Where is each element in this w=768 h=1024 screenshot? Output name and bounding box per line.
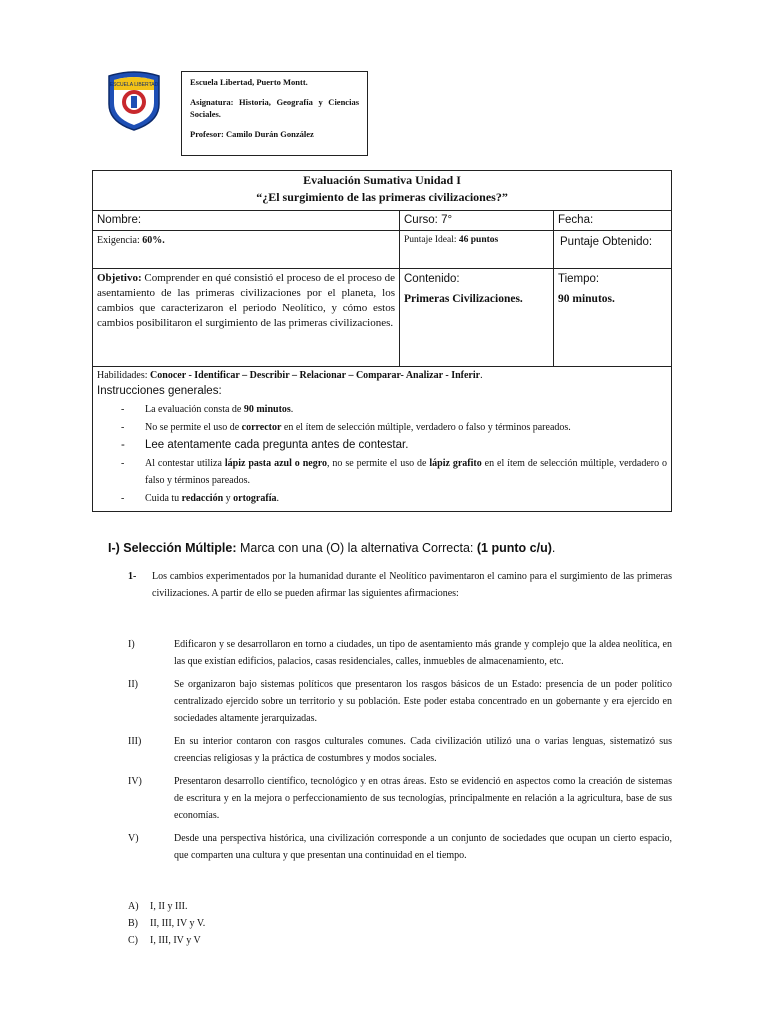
- statement-item: [128, 830, 672, 864]
- teacher-line: Profesor: Camilo Durán González: [190, 129, 314, 139]
- option-text: II, III, IV y V.: [150, 918, 206, 929]
- instruction-text: y: [223, 493, 234, 504]
- instruction-emphasis: corrector: [241, 422, 282, 433]
- statement-item: [128, 636, 672, 670]
- instruction-text: Cuida tu: [145, 493, 182, 504]
- objetivo-cell: [93, 269, 400, 367]
- option-c[interactable]: [128, 932, 205, 949]
- statement-item: [128, 676, 672, 727]
- statement-item: [128, 773, 672, 824]
- instruction-text: en el ítem de selección múltiple, verdadero o falso y términos pareados.: [281, 422, 571, 433]
- curso-field[interactable]: [400, 211, 554, 231]
- section-points: (1 punto c/u): [476, 541, 552, 555]
- instruction-text: Lee atentamente cada pregunta antes de contestar.: [145, 439, 409, 451]
- instrucciones-title: Instrucciones generales:: [97, 385, 222, 397]
- statement-text: Presentaron desarrollo científico, tecnológico y en otras áreas. Esto se evidenció en aspectos como la creación de sistemas de escritura y en la mejora o perfeccionamiento de sus tecnologías, principalmente en relación a la agricultura, base de sus economías.: [174, 776, 672, 821]
- answer-options: [128, 898, 205, 949]
- puntaje-obtenido-label: Puntaje Obtenido:: [560, 236, 653, 248]
- school-crest-logo: [105, 70, 163, 132]
- instruction-text: Al contestar utiliza: [145, 458, 225, 469]
- option-letter: C): [128, 935, 138, 946]
- bullet-dash: -: [121, 458, 125, 469]
- objetivo-label: Objetivo:: [97, 272, 142, 284]
- statement-text: Edificaron y se desarrollaron en torno a ciudades, un tipo de asentamiento más grande y complejo que la aldea neolítica, en las que existían edificios, palacios, casas residenciales, calles, inmuebles de almacenamiento, etc.: [174, 639, 672, 667]
- logo-text: ESCUELA LIBERTAD: [109, 82, 159, 88]
- statement-numeral: IV): [128, 776, 142, 787]
- exigencia-value: 60%.: [142, 235, 165, 246]
- section-title: [108, 541, 555, 555]
- instruction-item: [97, 455, 667, 489]
- question-1: [128, 568, 672, 602]
- exigencia-cell: [93, 231, 400, 269]
- instruction-text: , no se permite el uso de: [326, 458, 430, 469]
- bullet-dash: -: [121, 493, 125, 504]
- contenido-label: Contenido:: [404, 273, 460, 285]
- tiempo-value: 90 minutos.: [558, 293, 615, 305]
- curso-label: Curso: 7°: [404, 214, 453, 226]
- instruction-emphasis: lápiz pasta azul o negro: [224, 458, 327, 469]
- bullet-dash: -: [121, 404, 125, 415]
- option-b[interactable]: [128, 915, 205, 932]
- bullet-dash: -: [121, 439, 125, 451]
- statement-numeral: III): [128, 736, 142, 747]
- instruction-text: en el ítem de selección múltiple, verdadero o falso y términos pareados.: [145, 458, 668, 486]
- puntaje-obtenido-field[interactable]: [554, 231, 672, 269]
- statement-text: En su interior contaron con rasgos culturales comunes. Cada civilización utilizó una o varias lenguas, sistematizó sus creencias religiosas y la práctica de costumbres y modos sociales.: [174, 736, 672, 764]
- statement-numeral: II): [128, 679, 138, 690]
- puntaje-ideal-value: 46 puntos: [458, 235, 499, 245]
- exam-title: Evaluación Sumativa Unidad I: [303, 173, 461, 187]
- instruction-emphasis: ortografía: [233, 493, 277, 504]
- option-text: I, III, IV y V: [150, 935, 201, 946]
- option-text: I, II y III.: [150, 901, 188, 912]
- habilidades-label: Habilidades:: [97, 370, 148, 381]
- puntaje-ideal-label: Puntaje Ideal:: [404, 235, 457, 245]
- tiempo-cell: [554, 269, 672, 367]
- contenido-cell: [400, 269, 554, 367]
- instructions-cell: [93, 367, 672, 512]
- instruction-emphasis: lápiz grafito: [429, 458, 482, 469]
- instruction-text: .: [290, 404, 294, 415]
- section-label: I-) Selección Múltiple:: [108, 541, 237, 555]
- statement-item: [128, 733, 672, 767]
- question-number: 1-: [128, 571, 137, 582]
- statement-text: Desde una perspectiva histórica, una civilización corresponde a un conjunto de sociedades que ocupan un cierto espacio, que comparten una cultura y que presentan una continuidad en el tiempo.: [174, 833, 672, 861]
- instruction-text: No se permite el uso de: [145, 422, 242, 433]
- fecha-field[interactable]: [554, 211, 672, 231]
- instruction-emphasis: redacción: [181, 493, 224, 504]
- habilidades-value: Conocer - Identificar – Describir – Relacionar – Comparar- Analizar - Inferir: [150, 370, 481, 381]
- option-letter: A): [128, 901, 139, 912]
- question-text: Los cambios experimentados por la humanidad durante el Neolítico pavimentaron el camino para el surgimiento de las primeras civilizaciones. A partir de ello se pueden afirmar las siguientes afirmaciones:: [152, 571, 672, 599]
- bullet-dash: -: [121, 422, 125, 433]
- instruction-text: .: [276, 493, 279, 504]
- option-letter: B): [128, 918, 138, 929]
- tiempo-label: Tiempo:: [558, 273, 600, 285]
- instructions-list: [97, 401, 667, 507]
- objetivo-text: Comprender en qué consistió el proceso de el proceso de asentamiento de las primeras civilizaciones por el planeta, los cambios que caracterizaron el periodo Neolítico, y cómo estos cambios posibilitaron el surgimiento de las primeras civilizaciones.: [97, 272, 395, 329]
- instruction-text: La evaluación consta de: [145, 404, 244, 415]
- statement-numeral: I): [128, 639, 135, 650]
- subject-line: Asignatura: Historia, Geografía y Ciencias Sociales.: [190, 97, 359, 119]
- instruction-item: [97, 401, 667, 418]
- nombre-field[interactable]: [93, 211, 400, 231]
- exam-header-table: [92, 170, 672, 512]
- instruction-emphasis: 90 minutos: [243, 404, 291, 415]
- statement-numeral: V): [128, 833, 139, 844]
- habilidades-line: Habilidades: Conocer - Identificar – Describir – Relacionar – Comparar- Analizar - Inferir.: [97, 370, 483, 381]
- statement-text: Se organizaron bajo sistemas políticos que presentaron los rasgos básicos de un Estado: presencia de un poder político centralizado ejercido sobre un territorio y su población. Este poder estaba concentrado en un gobernante y era ejercido en sociedades altamente jerarquizadas.: [174, 679, 672, 724]
- fecha-label: Fecha:: [558, 214, 594, 226]
- section-text: Marca con una (O) la alternativa Correcta:: [236, 541, 477, 555]
- section-end: .: [551, 541, 556, 555]
- puntaje-ideal-cell: [400, 231, 554, 269]
- school-info-box: [181, 71, 368, 156]
- exigencia-label: Exigencia:: [97, 235, 140, 246]
- instruction-item: [97, 419, 667, 436]
- statements-list: [128, 636, 672, 870]
- exam-title-cell: [93, 171, 672, 211]
- instruction-item: [97, 490, 667, 507]
- nombre-label: Nombre:: [97, 214, 142, 226]
- exam-subtitle: “¿El surgimiento de las primeras civilizaciones?”: [256, 190, 508, 204]
- contenido-value: Primeras Civilizaciones.: [404, 293, 523, 305]
- school-name: Escuela Libertad, Puerto Montt.: [190, 77, 308, 87]
- instruction-item: [97, 437, 667, 454]
- option-a[interactable]: [128, 898, 205, 915]
